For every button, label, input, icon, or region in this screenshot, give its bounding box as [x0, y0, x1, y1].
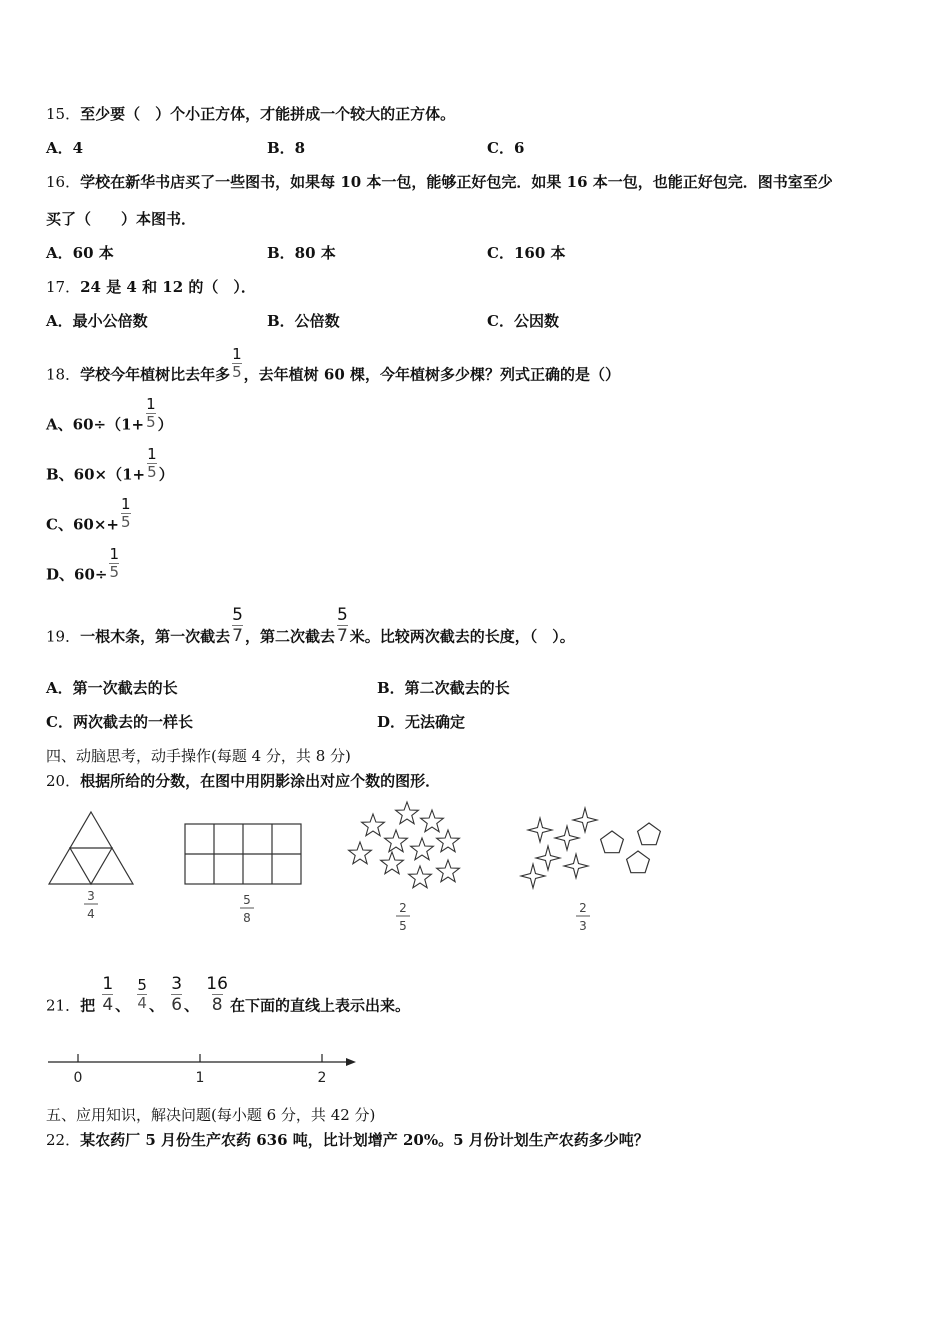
question-18 [46, 345, 620, 393]
question-number: 15． [46, 105, 81, 123]
question-text: 某农药厂 5 月份生产农药 636 吨，比计划增产 20%。5 月份计划生产农药多少吨？ [80, 1131, 649, 1149]
option-text: C、60×+ [46, 515, 119, 534]
fraction-denominator: 3 [579, 919, 587, 933]
option-text: B、60×（1+ [46, 465, 146, 484]
pentagon-icon [638, 823, 661, 845]
shapes-figure [0, 800, 950, 950]
denominator: 4 [137, 994, 147, 1012]
tick-label: 0 [73, 1070, 83, 1086]
question-17 [46, 276, 256, 297]
numerator: 1 [232, 345, 242, 363]
question-22 [46, 1129, 649, 1150]
fraction-numerator: 3 [87, 889, 95, 903]
star-icon [409, 866, 432, 888]
question-text: 在下面的直线上表示出来。 [229, 996, 410, 1015]
question-text: 24 是 4 和 12 的（ ）． [80, 278, 256, 296]
separator: 、 [115, 996, 131, 1015]
question-text: ，第二次截去 [244, 627, 335, 646]
four-point-star-icon [564, 854, 588, 878]
denominator: 5 [147, 463, 157, 481]
four-point-star-icon [573, 808, 597, 832]
option-b: B．80 本 [267, 244, 336, 262]
option-c: C．公因数 [487, 312, 559, 330]
question-number: 17． [46, 278, 81, 296]
option-a: A．最小公倍数 [46, 312, 148, 330]
denominator: 8 [211, 995, 223, 1015]
fraction-denominator: 8 [243, 911, 251, 925]
question-text: 学校在新华书店买了一些图书，如果每 10 本一包，能够正好包完．如果 16 本一包，也能正好包完．图书室至少 [80, 173, 833, 191]
fraction-numerator: 2 [579, 901, 587, 915]
grid-figure [185, 824, 301, 884]
option-text: D、60÷ [46, 565, 108, 584]
fraction [102, 974, 113, 1015]
fraction-denominator: 4 [87, 907, 95, 921]
pentagon-group-figure [601, 823, 661, 873]
fraction-numerator: 5 [243, 893, 251, 907]
section-heading: 五、应用知识，解决问题(每小题 6 分，共 42 分) [46, 1106, 376, 1124]
fraction-denominator: 5 [399, 919, 407, 933]
option-a: A．4 [46, 139, 84, 157]
star-icon [421, 810, 444, 832]
star-icon [437, 830, 460, 852]
star-group-figure [349, 802, 460, 888]
question-16 [46, 171, 833, 192]
fraction [121, 496, 131, 531]
fraction [147, 446, 157, 481]
question-number: 16． [46, 173, 81, 191]
star-icon [362, 814, 385, 836]
question-21 [46, 974, 410, 1027]
option-d: D．无法确定 [377, 713, 466, 731]
star-icon [396, 802, 419, 824]
fraction [171, 974, 182, 1015]
four-point-star-icon [555, 826, 579, 850]
question-text: ，去年植树 60 棵，今年植树多少棵？列式正确的是（） [243, 365, 620, 384]
denominator: 5 [146, 413, 156, 431]
numerator: 1 [102, 974, 114, 994]
fraction [109, 546, 119, 581]
denominator: 5 [109, 563, 119, 581]
question-number: 20． [46, 772, 81, 790]
four-point-star-group-figure [521, 808, 597, 888]
denominator: 7 [232, 626, 243, 646]
question-number: 21． [46, 996, 81, 1015]
question-19 [46, 605, 575, 658]
question-number: 18． [46, 365, 81, 384]
separator: 、 [148, 996, 164, 1015]
denominator: 6 [171, 995, 183, 1015]
question-15 [46, 103, 455, 124]
denominator: 4 [102, 995, 114, 1015]
four-point-star-icon [536, 846, 560, 870]
question-text: 至少要（ ）个小正方体，才能拼成一个较大的正方体。 [80, 105, 456, 123]
numerator: 5 [137, 976, 147, 994]
numerator: 5 [232, 605, 243, 625]
option-d [46, 545, 121, 593]
fraction-numerator: 2 [399, 901, 407, 915]
option-a: A．60 本 [46, 244, 114, 262]
star-icon [437, 860, 460, 882]
denominator: 5 [232, 363, 242, 381]
tick-label: 1 [195, 1070, 205, 1086]
option-b [46, 445, 174, 493]
pentagon-icon [627, 851, 650, 873]
four-point-star-icon [521, 864, 545, 888]
option-b: B．8 [267, 139, 306, 157]
question-text: 把 [80, 996, 96, 1015]
question-number: 19． [46, 627, 81, 646]
numerator: 1 [109, 545, 119, 563]
option-b: B．公倍数 [267, 312, 340, 330]
fraction [232, 605, 243, 646]
arrow-icon [346, 1058, 356, 1066]
numerator: 1 [147, 445, 157, 463]
option-a [46, 395, 173, 443]
star-icon [385, 830, 408, 852]
numerator: 16 [206, 974, 228, 994]
number-line [40, 1048, 440, 1093]
question-text: 米。比较两次截去的长度，（ ）。 [349, 627, 575, 646]
numerator: 3 [171, 974, 183, 994]
separator: 、 [184, 996, 200, 1015]
numerator: 5 [336, 605, 348, 625]
question-text: 学校今年植树比去年多 [80, 365, 231, 384]
section-heading: 四、动脑思考，动手操作(每题 4 分，共 8 分) [46, 747, 351, 765]
option-text: ） [158, 465, 174, 484]
option-text: ） [157, 415, 173, 434]
fraction [337, 605, 348, 646]
option-c [46, 495, 133, 543]
tick-label: 2 [317, 1070, 327, 1086]
option-b: B．第二次截去的长 [377, 679, 510, 697]
option-c: C．160 本 [487, 244, 566, 262]
triangle-figure [49, 812, 133, 884]
star-icon [411, 838, 434, 860]
star-icon [381, 852, 404, 874]
fraction [232, 346, 242, 381]
question-number: 22． [46, 1131, 81, 1149]
question-20 [46, 770, 440, 791]
option-c: C．两次截去的一样长 [46, 713, 193, 731]
four-point-star-icon [528, 818, 552, 842]
option-c: C．6 [487, 139, 525, 157]
numerator: 1 [120, 495, 131, 513]
question-text: 一根木条，第一次截去 [80, 627, 231, 646]
option-text: A、60÷（1+ [46, 415, 145, 434]
denominator: 5 [120, 513, 131, 531]
fraction [137, 977, 147, 1012]
question-text: 根据所给的分数，在图中用阴影涂出对应个数的图形． [80, 772, 441, 790]
option-a: A．第一次截去的长 [46, 679, 178, 697]
fraction [206, 974, 228, 1015]
fraction [146, 396, 156, 431]
question-16-line2: 买了（ ）本图书． [46, 210, 197, 228]
denominator: 7 [336, 626, 348, 646]
star-icon [349, 842, 372, 864]
pentagon-icon [601, 831, 624, 853]
numerator: 1 [146, 395, 156, 413]
